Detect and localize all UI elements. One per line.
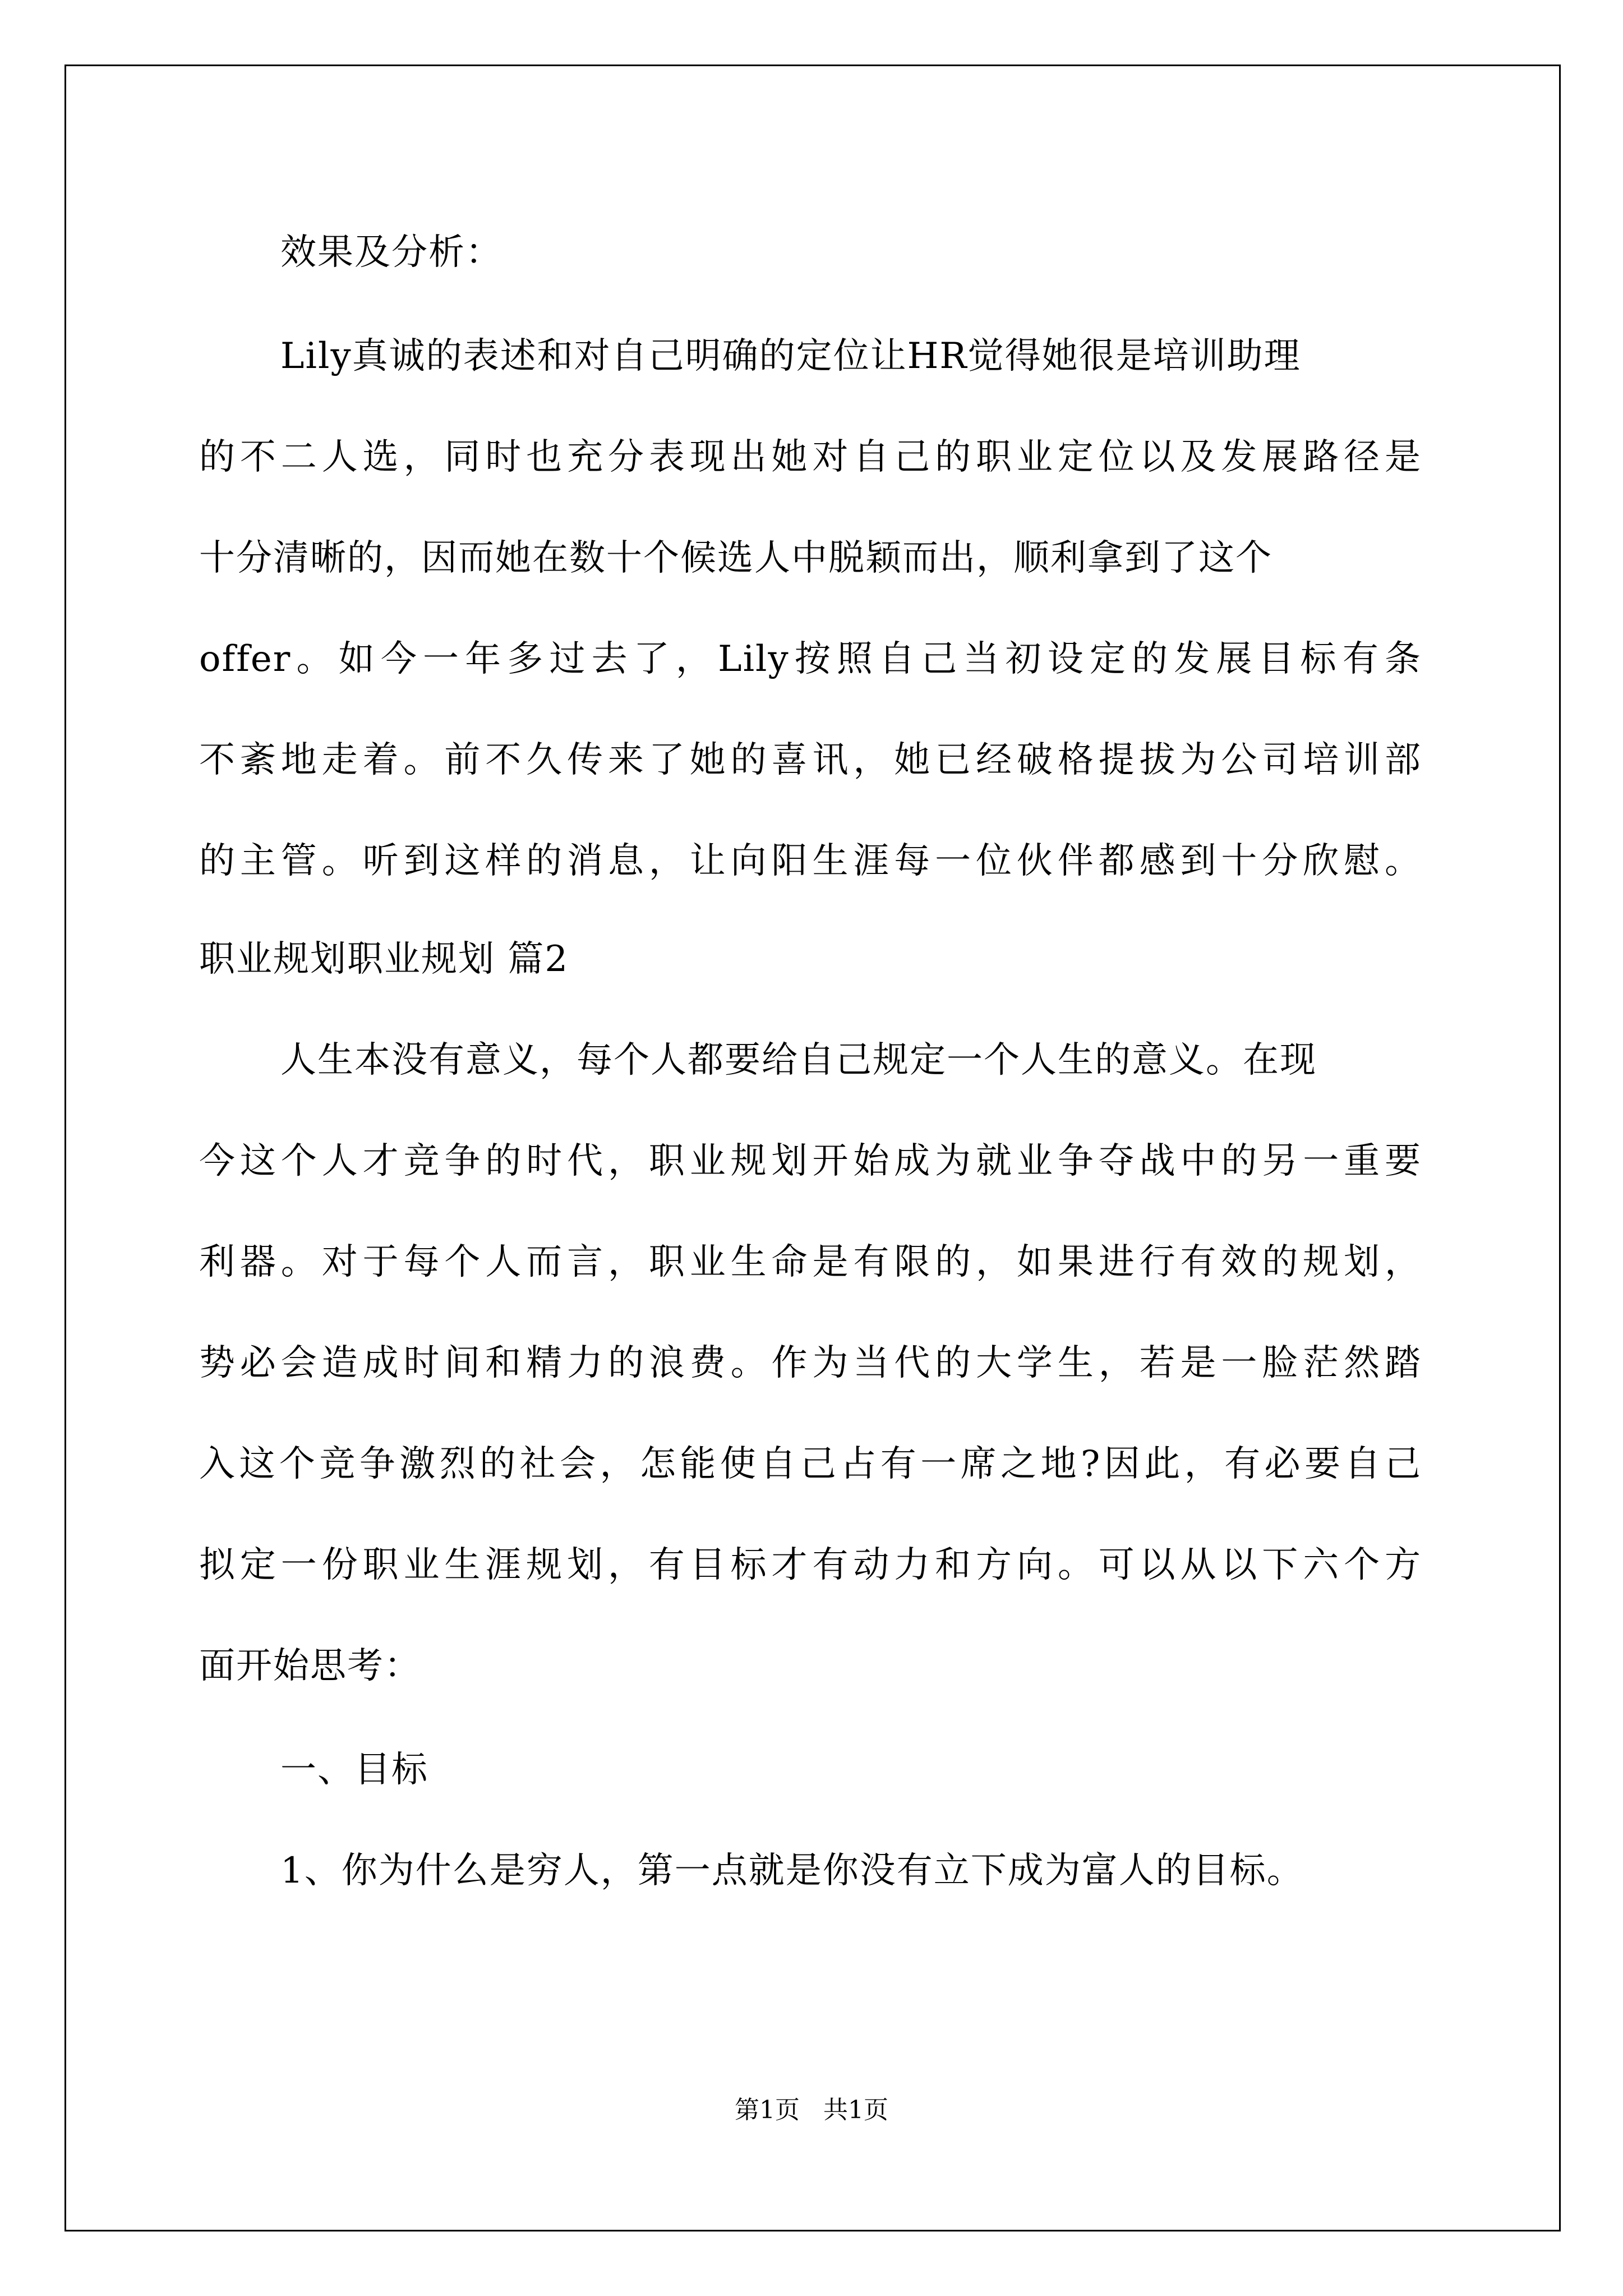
paragraph-line: Lily真诚的表述和对自己明确的定位让HR觉得她很是培训助理 [280,335,1301,377]
paragraph-line: 今这个人才竞争的时代，职业规划开始成为就业争夺战中的另一重要 [199,1140,1422,1182]
paragraph-line: 面开始思考： [199,1645,421,1687]
paragraph-line: 十分清晰的，因而她在数十个候选人中脱颖而出，顺利拿到了这个 [199,537,1272,579]
paragraph-line: 拟定一份职业生涯规划，有目标才有动力和方向。可以从以下六个方 [199,1544,1422,1586]
paragraph-line: 势必会造成时间和精力的浪费。作为当代的大学生，若是一脸茫然踏 [199,1342,1422,1384]
list-item: 1、你为什么是穷人，第一点就是你没有立下成为富人的目标。 [280,1850,1304,1892]
section-heading: 职业规划职业规划 篇2 [199,938,569,980]
page-number: 第1页 共1页 [735,2096,888,2124]
paragraph-line: 效果及分析： [280,232,502,273]
paragraph-line: 人生本没有意义，每个人都要给自己规定一个人生的意义。在现 [280,1039,1317,1081]
paragraph-line: 不紊地走着。前不久传来了她的喜讯，她已经破格提拔为公司培训部 [199,739,1422,781]
paragraph-line: 利器。对于每个人而言，职业生命是有限的，如果进行有效的规划， [199,1241,1422,1283]
paragraph-line: 入这个竞争激烈的社会，怎能使自己占有一席之地?因此，有必要自己 [199,1443,1422,1485]
paragraph-line: offer。如今一年多过去了，Lily按照自己当初设定的发展目标有条 [199,638,1422,680]
paragraph-line: 的主管。听到这样的消息，让向阳生涯每一位伙伴都感到十分欣慰。 [199,840,1422,882]
list-heading: 一、目标 [280,1749,428,1791]
paragraph-line: 的不二人选，同时也充分表现出她对自己的职业定位以及发展路径是 [199,436,1422,478]
